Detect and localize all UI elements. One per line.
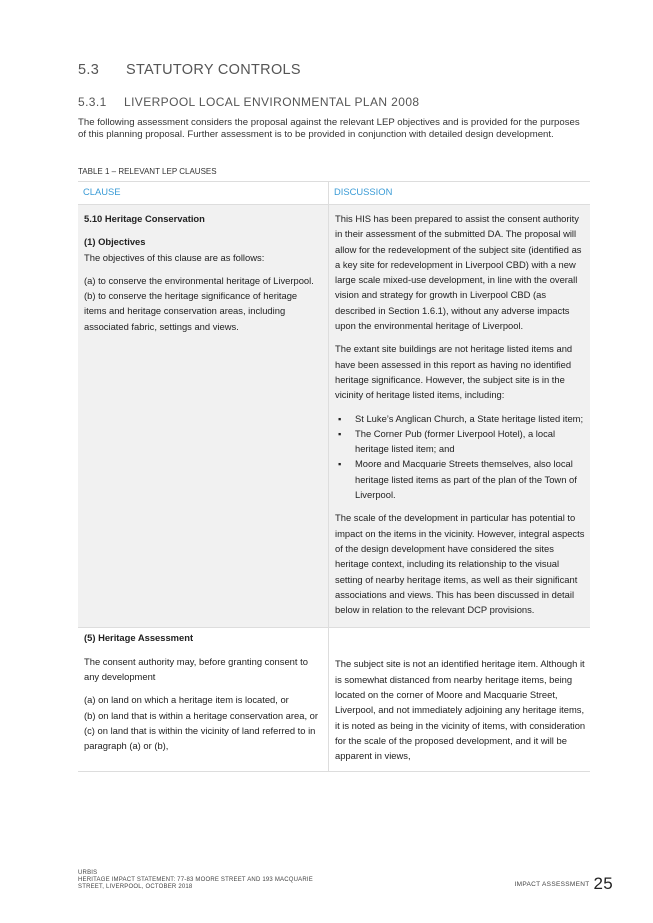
discussion-cell — [328, 628, 590, 771]
table-header-row — [78, 181, 590, 205]
table-row — [78, 628, 590, 772]
objectives-intro: The objectives of this clause are as follows: — [84, 251, 265, 263]
objective-b: (b) to conserve the heritage significance of heritage items and heritage conservation areas, including associated fabric, settings and views. — [84, 290, 298, 332]
objective-a: (a) to conserve the environmental heritage of Liverpool. — [84, 274, 314, 286]
subsection-number: 5.3.1 — [78, 95, 107, 109]
clause-title: (5) Heritage Assessment — [84, 632, 194, 644]
header-clause: CLAUSE — [83, 186, 121, 197]
list-item: ▪ St Luke’s Anglican Church, a State heritage listed item; — [335, 411, 588, 426]
page-number: 25 — [593, 874, 613, 893]
bullet-icon: ▪ — [338, 427, 342, 439]
section-heading — [78, 62, 301, 78]
header-discussion: DISCUSSION — [328, 182, 590, 204]
intro-paragraph: The following assessment considers the proposal against the relevant LEP objectives and is provided for the purposes of this planning proposal. Further assessment is to be provided in conjunction with detailed design development. — [78, 117, 580, 140]
objectives-heading: (1) Objectives — [84, 236, 146, 248]
heritage-items-list — [335, 411, 588, 503]
footer-section-label: IMPACT ASSESSMENT — [514, 881, 590, 888]
lep-clauses-table — [78, 181, 590, 772]
clause-item-a: (a) on land on which a heritage item is located, or — [84, 694, 289, 706]
clause-item-b: (b) on land that is within a heritage conservation area, or (c) on land that is within the vicinity of land referred to in paragraph (a) or (b), — [84, 709, 318, 752]
clause-intro: The consent authority may, before granting consent to any development — [84, 655, 308, 683]
subsection-title: LIVERPOOL LOCAL ENVIRONMENTAL PLAN 2008 — [124, 95, 420, 109]
discussion-paragraph: The scale of the development in particular has potential to impact on the items in the vicinity. However, integral aspects of the design development have considered the sites heritage context, including its relationship to the visual setting of nearby heritage items, as well as their significant associations and views. This has been discussed in detail below in relation to the relevant DCP provisions. — [335, 512, 585, 616]
section-number: 5.3 — [78, 62, 100, 78]
footer-address: STREET, LIVERPOOL, OCTOBER 2018 — [78, 884, 193, 890]
discussion-cell — [328, 205, 590, 627]
section-title: STATUTORY CONTROLS — [126, 62, 301, 78]
discussion-paragraph: This HIS has been prepared to assist the consent authority in their assessment of the submitted DA. The proposal will allow for the redevelopment of the subject site (identified as a key site for redevelopment in Liverpool CBD) with a new large scale mixed-use development, in line with the overall vision and strategy for growth in Liverpool CBD (as described in Section 1.6.1), without any adverse impacts upon the environmental heritage of Liverpool. — [335, 213, 582, 332]
table-caption: TABLE 1 – RELEVANT LEP CLAUSES — [78, 167, 217, 176]
clause-cell — [78, 628, 328, 771]
table-row — [78, 205, 590, 628]
footer-title: HERITAGE IMPACT STATEMENT: 77-83 MOORE STREET AND 193 MACQUARIE — [78, 877, 313, 883]
clause-title: 5.10 Heritage Conservation — [84, 213, 205, 224]
footer-document-info — [78, 870, 313, 891]
subsection-heading — [78, 95, 419, 109]
footer-page-info — [515, 874, 613, 894]
clause-cell — [78, 205, 328, 627]
discussion-paragraph: The extant site buildings are not heritage listed items and have been assessed in this report as having no identified heritage significance. However, the subject site is in the vicinity of heritage listed items, including: — [335, 343, 573, 401]
discussion-paragraph: The subject site is not an identified heritage item. Although it is somewhat distanced from nearby heritage items, being located on the corner of Moore and Macquarie Street, Liverpool, and not immediately adjoining any heritage items, it is noted as being in the vicinity of items, with consideration for the scale of the proposed development, and it will be apparent in views, — [335, 658, 586, 762]
footer-company: URBIS — [78, 870, 98, 876]
list-item: ▪ Moore and Macquarie Streets themselves, also local heritage listed items as part of the plan of the Town of Liverpool. — [338, 458, 577, 501]
bullet-icon: ▪ — [338, 412, 342, 424]
list-item: ▪ The Corner Pub (former Liverpool Hotel), a local heritage listed item; and — [338, 427, 556, 455]
bullet-icon: ▪ — [338, 458, 342, 470]
